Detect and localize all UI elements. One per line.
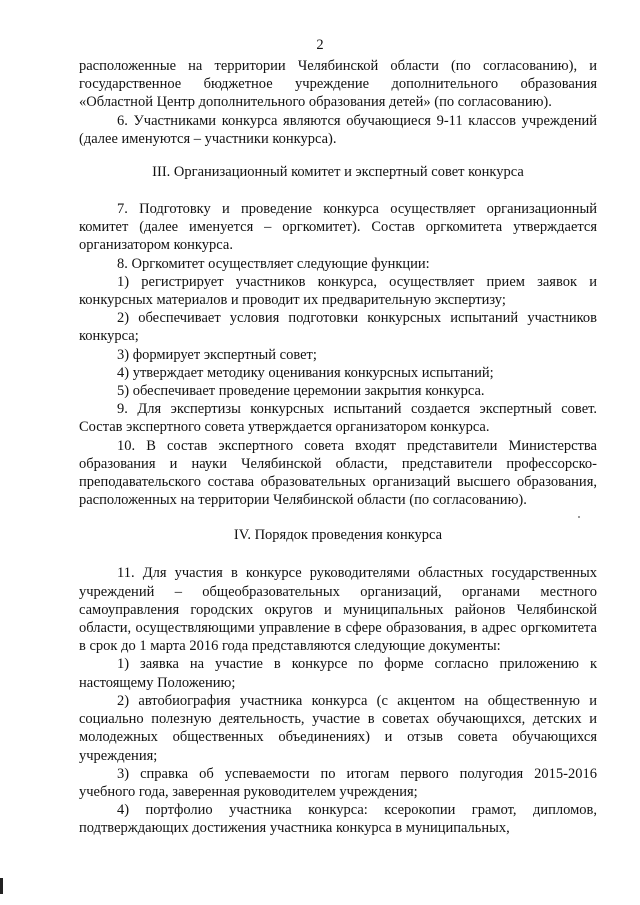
document-body [79,57,597,838]
list-item: 3) справка об успеваемости по итогам первого полугодия 2015-2016 учебного года, заверенная руководителем учреждения; [79,765,597,800]
section-heading: III. Организационный комитет и экспертный совет конкурса [152,164,524,181]
paragraph: 6. Участниками конкурса являются обучающиеся 9-11 классов учреждений (далее именуются – участники конкурса). [79,112,597,147]
list-item: 4) утверждает методику оценивания конкурсных испытаний; [117,364,494,381]
paragraph: 9. Для экспертизы конкурсных испытаний создается экспертный совет. Состав экспертного совета утверждается организатором конкурса. [79,401,597,436]
list-item: 1) регистрирует участников конкурса, осуществляет прием заявок и конкурсных материалов и проводит их предварительную экспертизу; [79,273,597,309]
list-item: 4) портфолио участника конкурса: ксерокопии грамот, дипломов, подтверждающих достижения участника конкурса в муниципальных, [79,802,597,837]
list-item: 5) обеспечивает проведение церемонии закрытия конкурса. [117,383,485,400]
list-item: 2) автобиография участника конкурса (с акцентом на общественную и социально полезную деятельность, участие в советах обучающихся, детских и молодежных общественных объединениях) и отзыв совета обучающихся учреждения; [79,692,597,764]
paragraph: 11. Для участия в конкурсе руководителями областных государственных учреждений – общеобразовательных организаций, органами местного самоуправления городских округов и муниципальных районов Челябинской области, осуществляющими управление в сфере образования, в адрес оргкомитета в срок до 1 марта 2016 года представляются следующие документы: [79,565,597,655]
paragraph: 8. Оргкомитет осуществляет следующие функции: [117,255,430,272]
paragraph: расположенные на территории Челябинской области (по согласованию), и государственное бюджетное учреждение дополнительного образования «Областной Центр дополнительного образования детей» (по согласованию). [79,58,597,111]
paragraph: 7. Подготовку и проведение конкурса осуществляет организационный комитет (далее именуется – оргкомитет). Состав оргкомитета утверждается организатором конкурса. [79,201,597,254]
paragraph: 10. В состав экспертного совета входят представители Министерства образования и науки Челябинской области, представители профессорско-преподавательского состава образовательных организаций высшего образования, расположенных на территории Челябинской области (по согласованию). [79,437,597,509]
page-number: 2 [316,37,324,53]
scan-artifact [0,878,3,894]
scan-artifact [578,516,580,518]
list-item: 2) обеспечивает условия подготовки конкурсных испытаний участников конкурса; [79,310,597,345]
list-item: 1) заявка на участие в конкурсе по форме согласно приложению к настоящему Положению; [79,656,597,691]
section-heading: IV. Порядок проведения конкурса [233,527,443,544]
list-item: 3) формирует экспертный совет; [117,346,317,363]
